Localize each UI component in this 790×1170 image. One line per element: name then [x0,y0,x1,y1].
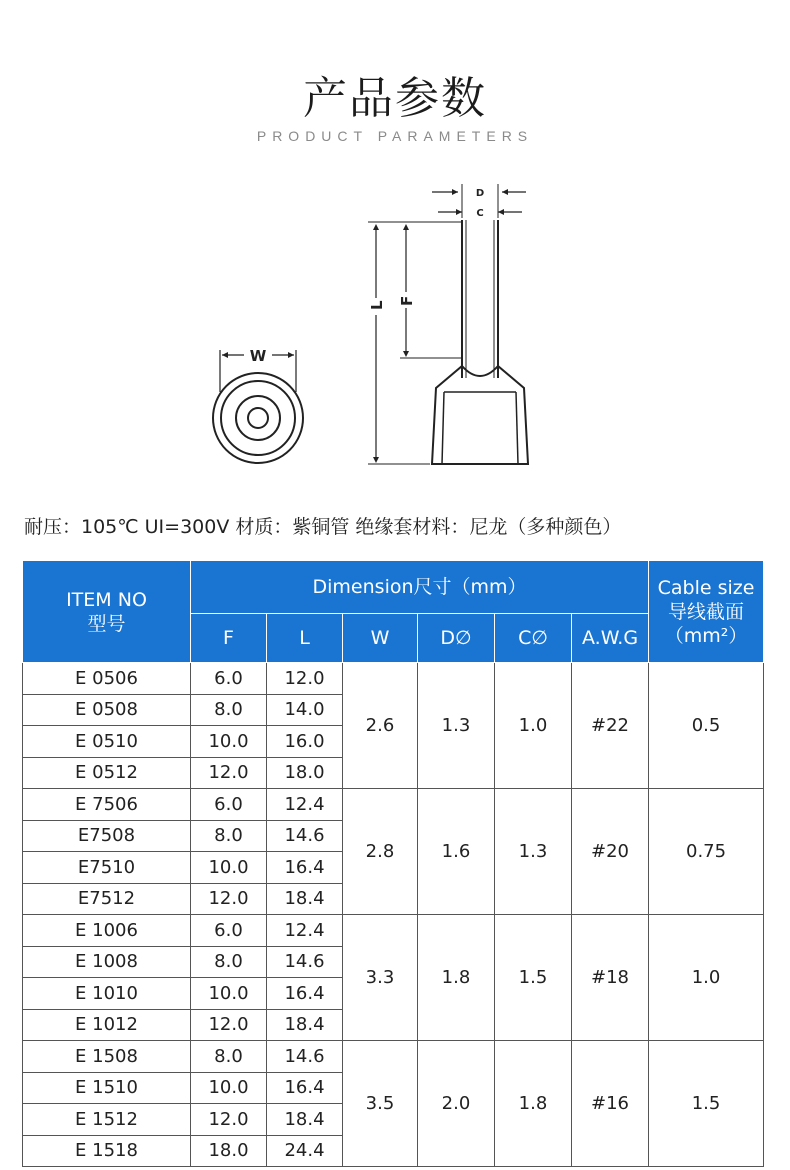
f-cell: 10.0 [191,852,267,884]
cable-size-header-zh: 导线截面 [668,600,745,623]
c-cell: 1.8 [495,1041,572,1167]
d-cell: 2.0 [418,1041,495,1167]
item-cell: E 0512 [23,757,191,789]
f-cell: 12.0 [191,757,267,789]
col-f-header: F [191,614,267,663]
l-cell: 24.4 [267,1135,343,1167]
cable-cell: 1.5 [649,1041,764,1167]
f-cell: 6.0 [191,663,267,695]
col-c-header: C∅ [495,614,572,663]
dimension-header: Dimension尺寸（mm） [191,561,649,614]
item-cell: E7508 [23,820,191,852]
item-no-header [23,561,191,663]
page-title: 产品参数 [303,73,487,124]
f-cell: 10.0 [191,1072,267,1104]
w-label: W [249,347,267,365]
l-cell: 12.4 [267,789,343,821]
f-cell: 8.0 [191,694,267,726]
f-cell: 12.0 [191,1104,267,1136]
l-cell: 14.6 [267,820,343,852]
awg-cell: #22 [572,663,649,789]
l-cell: 12.4 [267,915,343,947]
l-cell: 16.4 [267,978,343,1010]
table-row [23,915,764,947]
item-cell: E 1010 [23,978,191,1010]
w-cell: 3.3 [343,915,418,1041]
f-cell: 8.0 [191,820,267,852]
item-cell: E 1518 [23,1135,191,1167]
c-cell: 1.0 [495,663,572,789]
awg-cell: #18 [572,915,649,1041]
l-cell: 18.0 [267,757,343,789]
table-row [23,789,764,821]
item-cell: E 1008 [23,946,191,978]
c-cell: 1.5 [495,915,572,1041]
item-cell: E 1510 [23,1072,191,1104]
l-cell: 18.4 [267,883,343,915]
page-subtitle: PRODUCT PARAMETERS [256,128,534,144]
f-cell: 6.0 [191,915,267,947]
item-cell: E7510 [23,852,191,884]
f-cell: 12.0 [191,883,267,915]
col-l-header: L [267,614,343,663]
end-view-outer-circle [213,373,303,463]
l-label: L [368,300,386,310]
table-row [23,663,764,695]
f-cell: 8.0 [191,946,267,978]
d-cell: 1.6 [418,789,495,915]
l-cell: 18.4 [267,1104,343,1136]
cable-cell: 0.5 [649,663,764,789]
awg-cell: #16 [572,1041,649,1167]
cable-cell: 1.0 [649,915,764,1041]
col-w-header: W [343,614,418,663]
awg-cell: #20 [572,789,649,915]
parameter-table [22,560,764,1167]
col-awg-header: A.W.G [572,614,649,663]
table-row [23,1041,764,1073]
w-cell: 3.5 [343,1041,418,1167]
d-label: D [475,188,485,199]
f-cell: 8.0 [191,1041,267,1073]
l-cell: 16.4 [267,1072,343,1104]
item-cell: E7512 [23,883,191,915]
d-cell: 1.3 [418,663,495,789]
l-cell: 14.6 [267,1041,343,1073]
ferrule-diagram [200,180,560,470]
d-cell: 1.8 [418,915,495,1041]
w-cell: 2.6 [343,663,418,789]
f-cell: 10.0 [191,978,267,1010]
l-cell: 16.4 [267,852,343,884]
item-no-header-en: ITEM NO [66,588,147,611]
f-cell: 10.0 [191,726,267,758]
c-cell: 1.3 [495,789,572,915]
l-cell: 12.0 [267,663,343,695]
c-label: C [476,208,484,219]
cable-size-header [649,561,764,663]
cable-size-header-en: Cable size [657,576,755,599]
item-cell: E 7506 [23,789,191,821]
f-cell: 12.0 [191,1009,267,1041]
spec-line: 耐压：105℃ UI=300V 材质：紫铜管 绝缘套材料：尼龙（多种颜色） [24,516,622,538]
item-cell: E 0506 [23,663,191,695]
item-cell: E 0510 [23,726,191,758]
f-cell: 6.0 [191,789,267,821]
item-no-header-zh: 型号 [87,612,126,635]
item-cell: E 1508 [23,1041,191,1073]
cable-cell: 0.75 [649,789,764,915]
l-cell: 14.0 [267,694,343,726]
item-cell: E 0508 [23,694,191,726]
w-cell: 2.8 [343,789,418,915]
l-cell: 16.0 [267,726,343,758]
col-d-header: D∅ [418,614,495,663]
cable-size-header-unit: （mm²） [664,624,748,647]
l-cell: 18.4 [267,1009,343,1041]
item-cell: E 1012 [23,1009,191,1041]
l-cell: 14.6 [267,946,343,978]
item-cell: E 1512 [23,1104,191,1136]
item-cell: E 1006 [23,915,191,947]
f-label: F [398,295,416,306]
f-cell: 18.0 [191,1135,267,1167]
